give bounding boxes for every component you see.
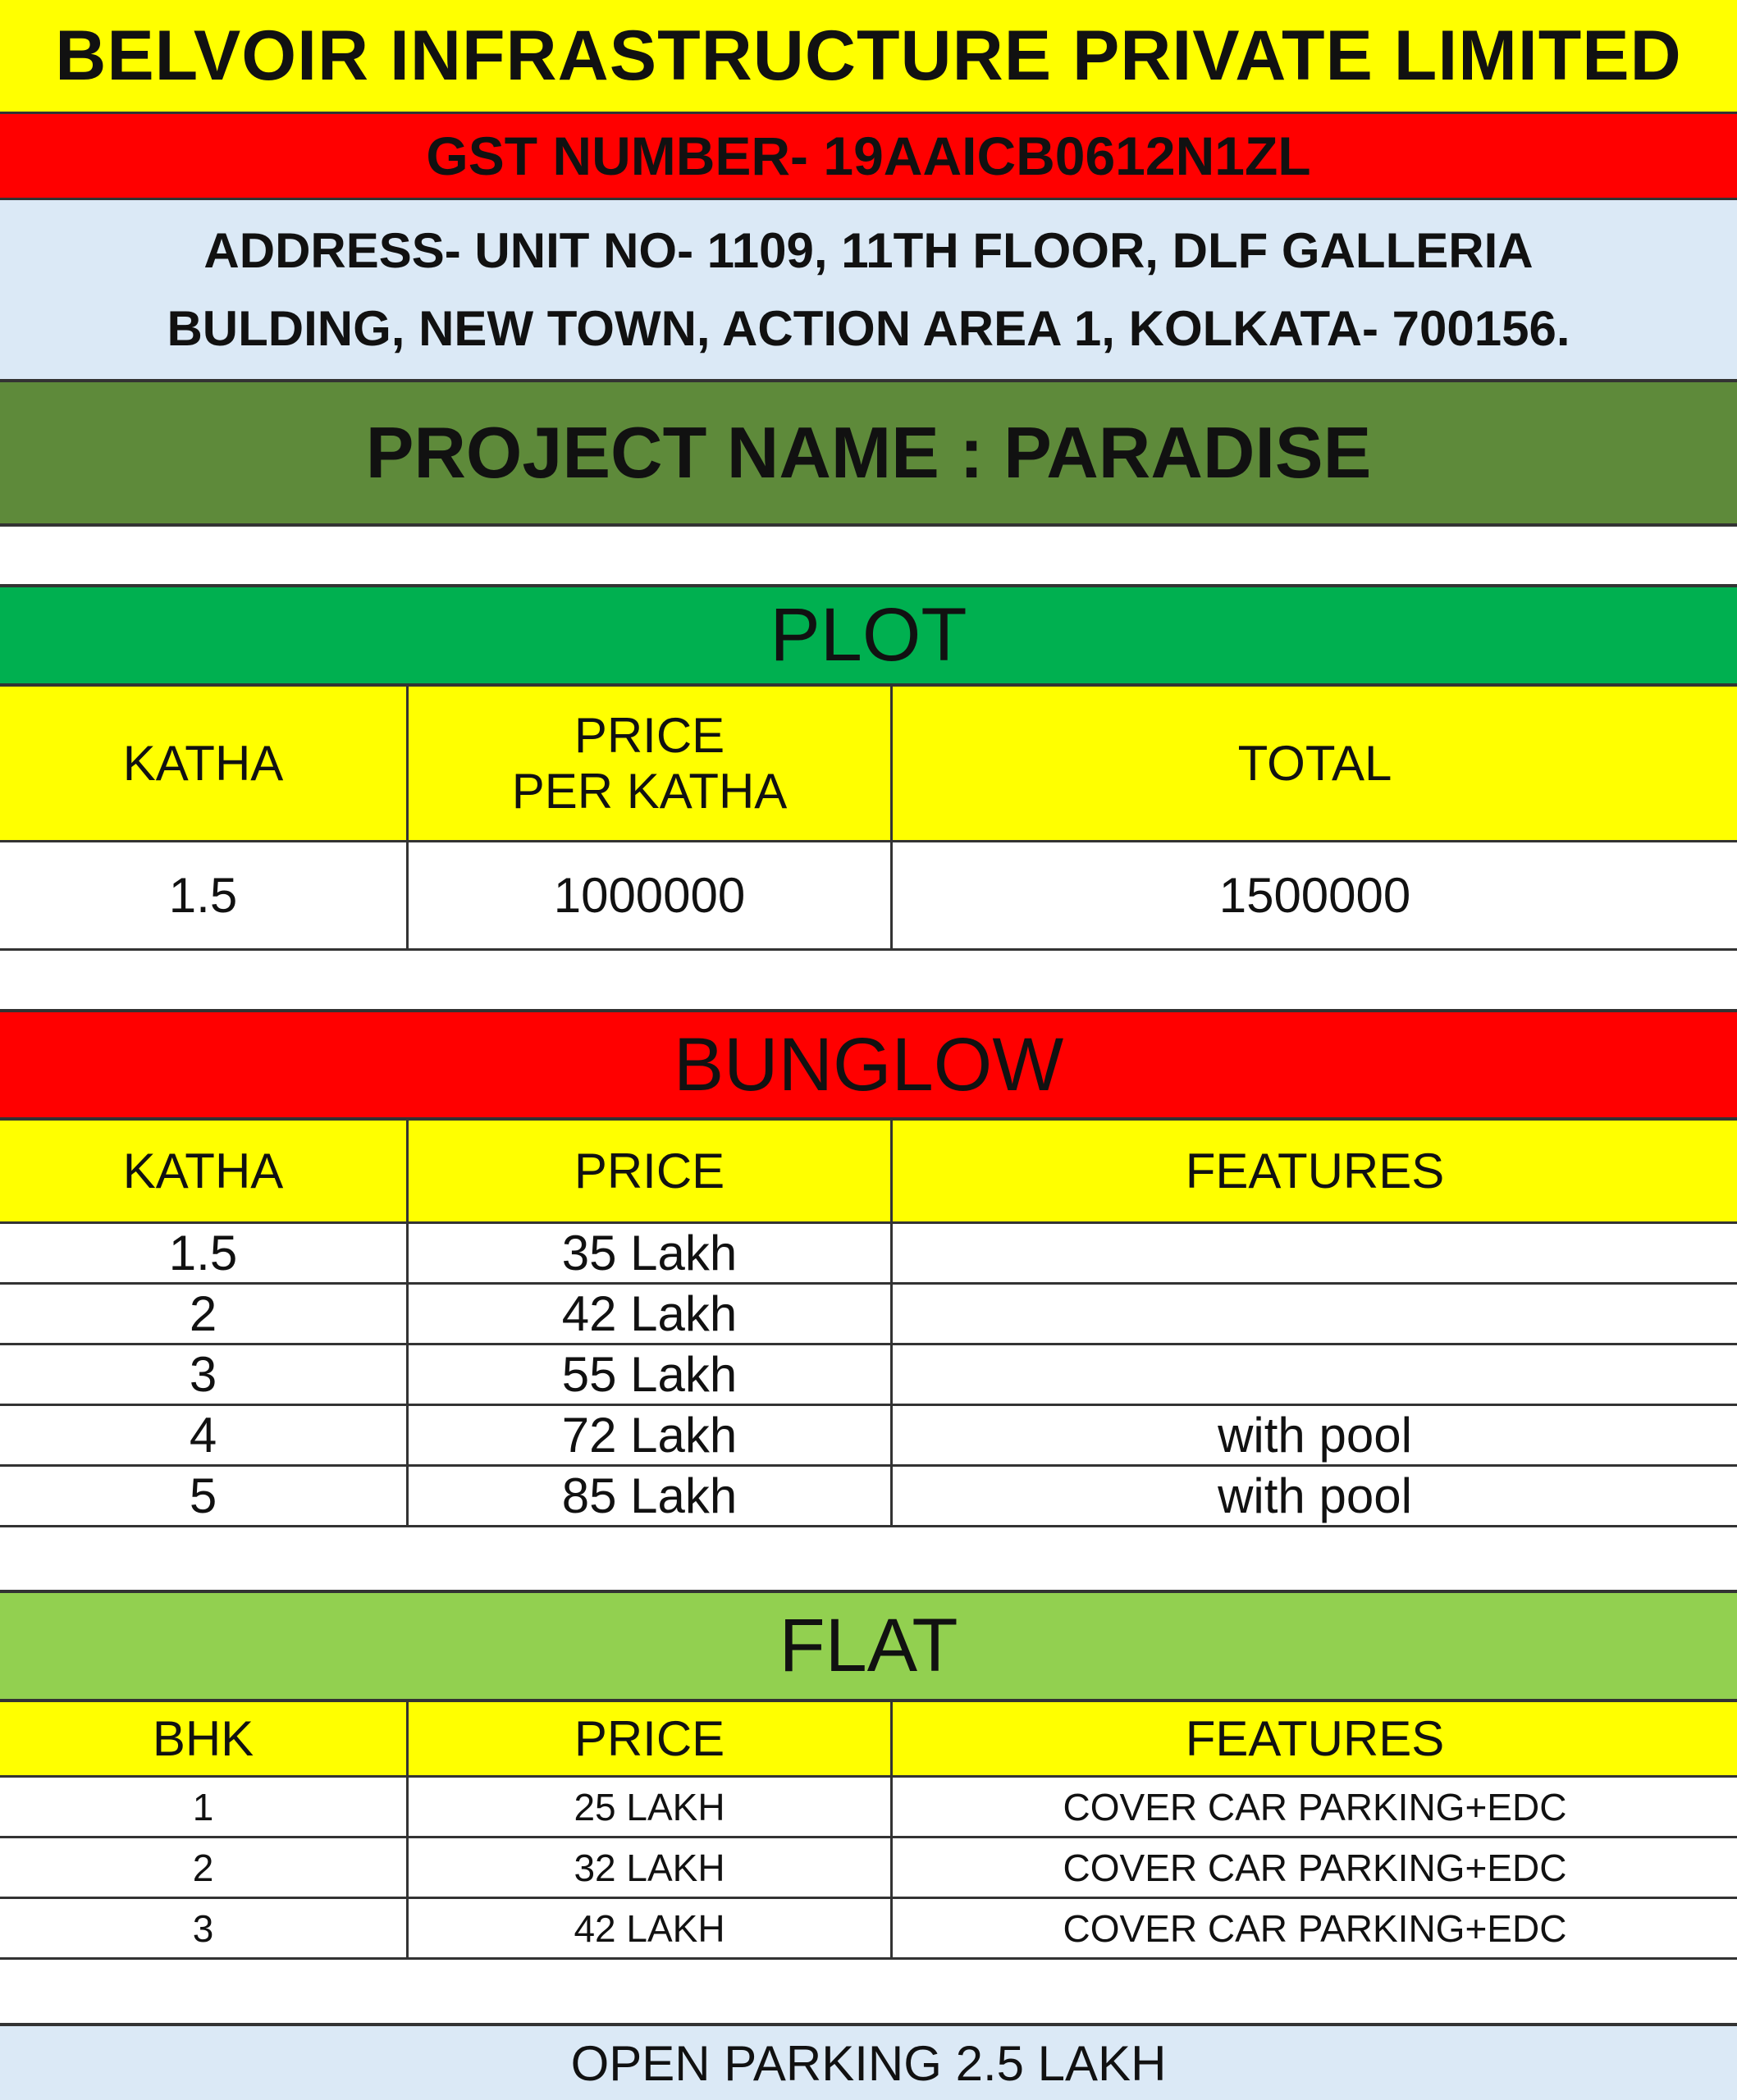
flat-table-header [0,1702,1737,1778]
table-row [0,1467,1737,1527]
bunglow-table-header [0,1121,1737,1224]
flat-header-price: PRICE [409,1702,893,1775]
bunglow-table [0,1121,1737,1527]
flat-bhk-cell: 1 [0,1778,409,1836]
flat-header-bhk: BHK [0,1702,409,1775]
flat-section-title: FLAT [0,1590,1737,1702]
bunglow-price-cell: 85 Lakh [409,1467,893,1525]
bunglow-features-cell: with pool [1218,1468,1412,1523]
bunglow-katha-cell: 5 [0,1467,409,1525]
address-line-2: BULDING, NEW TOWN, ACTION AREA 1, KOLKATA- 700156. [167,301,1570,356]
bunglow-section-title: BUNGLOW [0,1009,1737,1121]
plot-price-cell: 1000000 [409,842,893,948]
table-row [0,842,1737,951]
plot-header-price-per-katha [409,687,893,840]
bunglow-features-cell [893,1285,1737,1343]
bunglow-header-katha: KATHA [0,1121,409,1221]
flat-header-features: FEATURES [1185,1711,1445,1766]
flat-price-cell: 25 LAKH [409,1778,893,1836]
bunglow-price-cell: 42 Lakh [409,1285,893,1343]
gst-number: GST NUMBER- 19AAICB0612N1ZL [0,112,1737,200]
flat-features-cell: COVER CAR PARKING+EDC [1063,1906,1567,1950]
plot-header-katha: KATHA [0,687,409,840]
table-row [0,1406,1737,1467]
flat-price-cell: 32 LAKH [409,1838,893,1897]
plot-table [0,687,1737,951]
bunglow-features-cell [893,1224,1737,1282]
plot-katha-cell: 1.5 [0,842,409,948]
flat-bhk-cell: 3 [0,1899,409,1957]
flat-features-cell: COVER CAR PARKING+EDC [1063,1785,1567,1828]
flat-table [0,1702,1737,1960]
bunglow-katha-cell: 2 [0,1285,409,1343]
bunglow-katha-cell: 3 [0,1345,409,1404]
plot-total-cell: 1500000 [1218,868,1411,923]
table-row [0,1838,1737,1899]
open-parking-note: OPEN PARKING 2.5 LAKH [0,2023,1737,2100]
flat-features-cell: COVER CAR PARKING+EDC [1063,1846,1567,1889]
address-line-1: ADDRESS- UNIT NO- 1109, 11TH FLOOR, DLF GALLERIA [203,223,1534,278]
flat-bhk-cell: 2 [0,1838,409,1897]
plot-table-header [0,687,1737,842]
table-row [0,1778,1737,1838]
bunglow-header-price: PRICE [409,1121,893,1221]
company-address [0,200,1737,379]
plot-header-per-katha: PER KATHA [511,763,788,819]
table-row [0,1285,1737,1345]
bunglow-features-cell: with pool [1218,1408,1412,1463]
plot-section-title: PLOT [0,584,1737,687]
table-row [0,1899,1737,1960]
table-row [0,1224,1737,1285]
table-row [0,1345,1737,1406]
bunglow-price-cell: 35 Lakh [409,1224,893,1282]
bunglow-price-cell: 55 Lakh [409,1345,893,1404]
flat-price-cell: 42 LAKH [409,1899,893,1957]
plot-header-total: TOTAL [1237,736,1392,791]
bunglow-features-cell [893,1345,1737,1404]
project-name: PROJECT NAME : PARADISE [0,379,1737,527]
bunglow-katha-cell: 1.5 [0,1224,409,1282]
plot-header-price: PRICE [574,707,725,763]
bunglow-header-features: FEATURES [1185,1144,1445,1198]
bunglow-price-cell: 72 Lakh [409,1406,893,1464]
bunglow-katha-cell: 4 [0,1406,409,1464]
company-name: BELVOIR INFRASTRUCTURE PRIVATE LIMITED [0,0,1737,112]
